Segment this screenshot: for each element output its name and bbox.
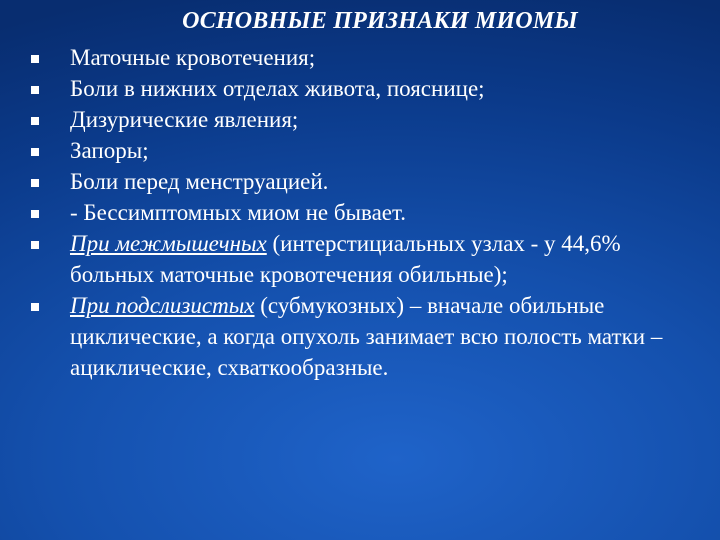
list-item-text: (интерстициальных узлах - у 44,6% больных маточные кровотечения обильные); [70, 231, 621, 287]
list-item [0, 228, 720, 290]
list-item-lead: При межмышечных [70, 231, 267, 256]
slide-title: ОСНОВНЫЕ ПРИЗНАКИ МИОМЫ [182, 8, 578, 34]
list-item [0, 73, 720, 104]
symptom-list [0, 42, 720, 383]
list-item [0, 42, 720, 73]
list-item-text: - Бессимптомных миом не бывает. [70, 200, 407, 225]
square-bullet-icon [31, 86, 39, 94]
square-bullet-icon [31, 303, 39, 311]
list-item-text: Дизурические явления; [70, 107, 299, 132]
list-item-text: Боли перед менструацией. [70, 169, 329, 194]
list-item [0, 104, 720, 135]
square-bullet-icon [31, 117, 39, 125]
square-bullet-icon [31, 179, 39, 187]
list-item-text: Маточные кровотечения; [70, 45, 316, 70]
list-item-text: Боли в нижних отделах живота, пояснице; [70, 76, 485, 101]
square-bullet-icon [31, 55, 39, 63]
list-item-lead: При подслизистых [70, 293, 255, 318]
square-bullet-icon [31, 148, 39, 156]
list-item [0, 290, 720, 383]
list-item [0, 166, 720, 197]
list-item [0, 135, 720, 166]
square-bullet-icon [31, 210, 39, 218]
list-item-text: Запоры; [70, 138, 149, 163]
list-item-text: (субмукозных) – вначале обильные циклические, а когда опухоль занимает всю полость матки – ациклические, схваткообразные. [70, 293, 663, 380]
list-item [0, 197, 720, 228]
square-bullet-icon [31, 241, 39, 249]
